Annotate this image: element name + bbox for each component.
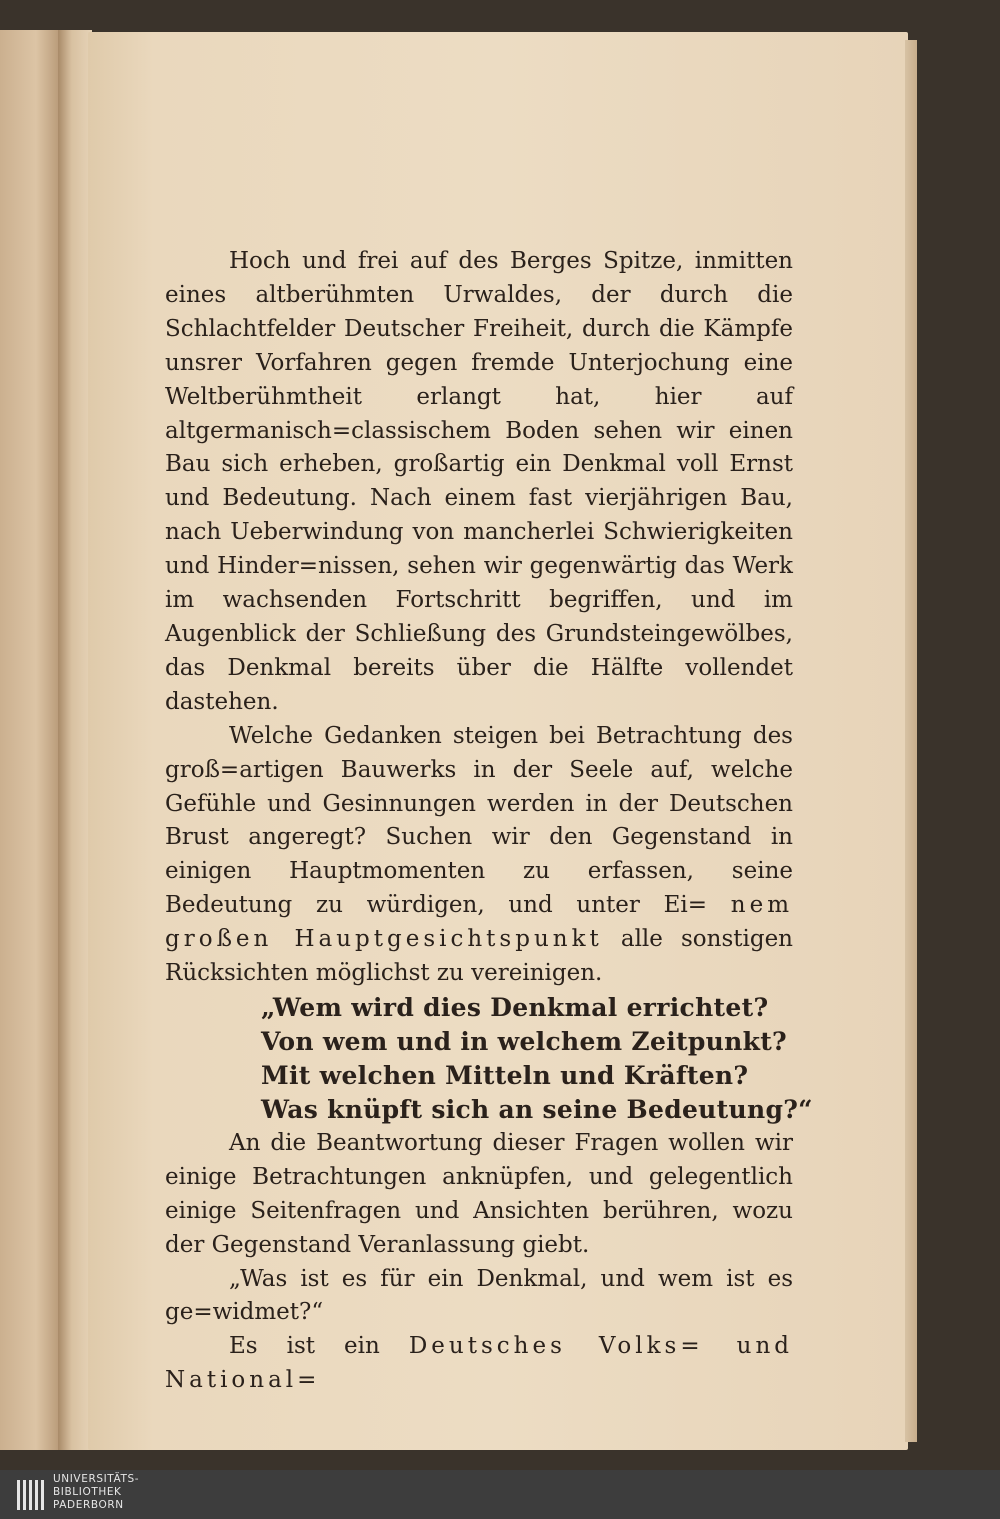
logo-line: UNIVERSITÄTS- bbox=[53, 1473, 140, 1485]
paragraph-2 bbox=[165, 720, 793, 991]
questions-block bbox=[165, 991, 813, 1127]
library-footer bbox=[0, 1470, 1000, 1519]
question-line: „Wem wird dies Denkmal errichtet? bbox=[261, 992, 769, 1022]
paragraph-2-text: Welche Gedanken steigen bei Betrachtung des groß=artigen Bauwerks in der Seele auf, welche Gefühle und Gesinnungen werden in der Deutschen Brust angeregt? Suchen wir den Gegenstand in einigen Hauptmomenten zu erfassen, seine Bedeutung zu würdigen, und unter Ei= bbox=[165, 722, 793, 919]
last-line-start: Es ist ein bbox=[229, 1333, 380, 1360]
paragraph-2-spaced-phrase: nem großen Hauptgesichtspunkt bbox=[165, 892, 793, 953]
logo-line: BIBLIOTHEK bbox=[53, 1486, 122, 1498]
paragraph-5 bbox=[165, 1330, 793, 1398]
question-line: Was knüpft sich an seine Bedeutung?“ bbox=[261, 1094, 813, 1124]
page-text bbox=[165, 245, 813, 1398]
question-line: Von wem und in welchem Zeitpunkt? bbox=[261, 1026, 787, 1056]
library-logo-icon bbox=[16, 1478, 46, 1512]
logo-line: PADERBORN bbox=[53, 1499, 124, 1511]
left-page-margin bbox=[0, 30, 60, 1450]
page-edge bbox=[905, 40, 917, 1442]
paragraph-2-end: alle sonstigen Rücksichten möglichst zu vereinigen. bbox=[165, 926, 793, 987]
book-gutter bbox=[58, 30, 92, 1450]
paragraph-3: An die Beantwortung dieser Fragen wollen wir einige Betrachtungen anknüpfen, und gelegentlich einige Seitenfragen und Ansichten berühren, wozu der Gegenstand Veranlassung giebt. bbox=[165, 1129, 793, 1258]
paragraph-4: „Was ist es für ein Denkmal, und wem ist es ge=widmet?“ bbox=[165, 1265, 793, 1326]
last-line-spaced: Deutsches Volks= und National= bbox=[165, 1333, 793, 1394]
question-line: Mit welchen Mitteln und Kräften? bbox=[261, 1060, 749, 1090]
paragraph-1: Hoch und frei auf des Berges Spitze, inmitten eines altberühmten Urwaldes, der durch die Schlachtfelder Deutscher Freiheit, durch die Kämpfe unsrer Vorfahren gegen fremde Unterjochung eine Weltberühmtheit erlangt hat, hier auf altgermanisch=classischem Boden sehen wir einen Bau sich erheben, großartig ein Denkmal voll Ernst und Bedeutung. Nach einem fast vierjährigen Bau, nach Ueberwindung von mancherlei Schwierigkeiten und Hinder=nissen, sehen wir gegenwärtig das Werk im wachsenden Fortschritt begriffen, und im Augenblick der Schließung des Grundsteingewölbes, das Denkmal bereits über die Hälfte vollendet dastehen. bbox=[165, 248, 793, 715]
library-logo-text bbox=[53, 1473, 139, 1512]
